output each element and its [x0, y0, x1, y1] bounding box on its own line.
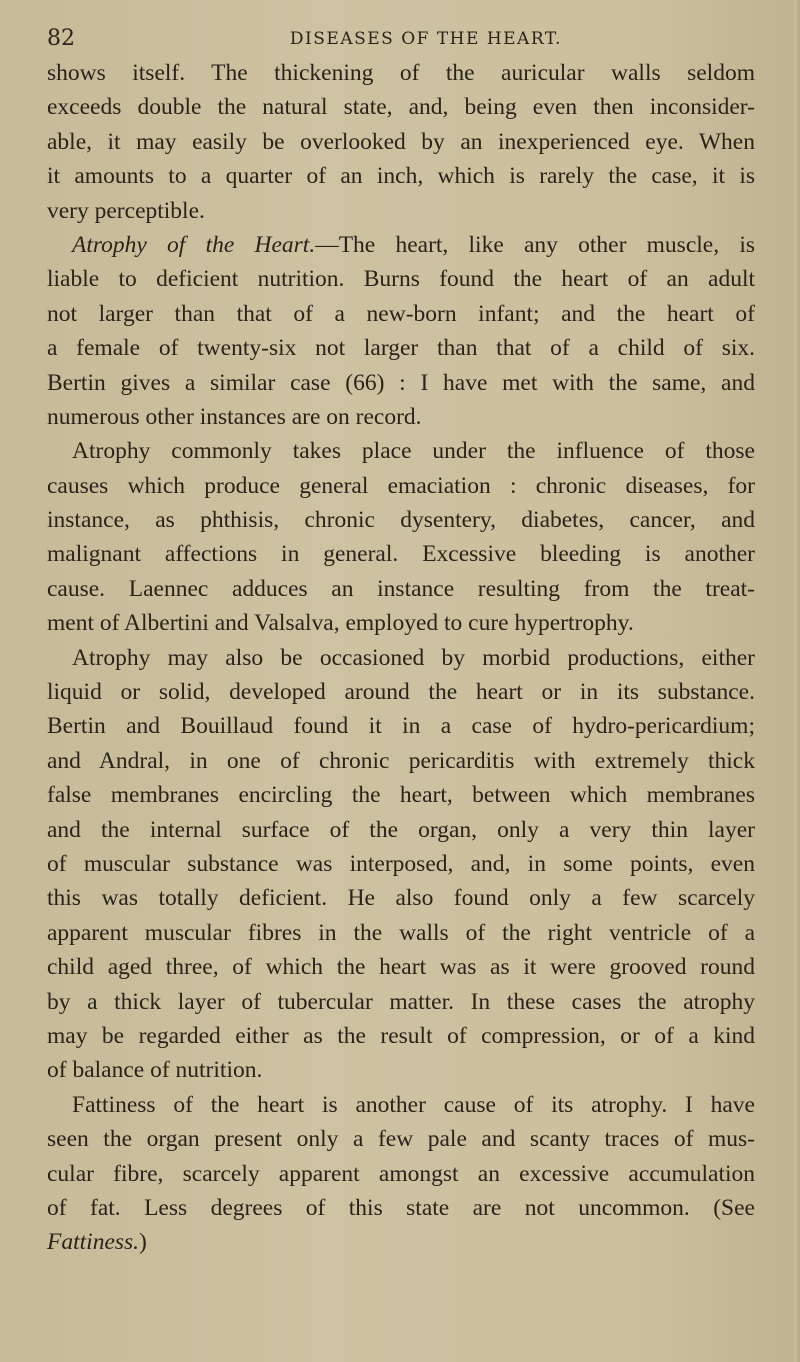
text-segment: child aged three, of which the heart was as it were grooved round [47, 954, 755, 981]
text-segment: numerous other instances are on record. [47, 403, 422, 430]
text-segment: of fat. Less degrees of this state are not uncommon. (See [47, 1194, 755, 1221]
text-line [47, 297, 755, 331]
text-segment: Atrophy commonly takes place under the influence of those [72, 438, 755, 465]
text-line [47, 537, 755, 571]
text-line [47, 813, 755, 847]
text-segment: not larger than that of a new-born infant; and the heart of [47, 300, 755, 327]
text-segment: and Andral, in one of chronic pericarditis with extremely thick [47, 747, 755, 774]
italic-text: Fattiness. [47, 1229, 140, 1256]
running-header [47, 26, 755, 56]
text-segment: malignant affections in general. Excessive bleeding is another [47, 541, 755, 568]
text-line [47, 847, 755, 881]
text-segment: Bertin and Bouillaud found it in a case of hydro-pericardium; [47, 713, 755, 740]
text-segment: a female of twenty-six not larger than that of a child of six. [47, 335, 755, 362]
text-segment: cause. Laennec adduces an instance resulting from the treat- [47, 575, 755, 602]
text-segment: Fattiness of the heart is another cause of its atrophy. I have [72, 1091, 755, 1118]
text-segment: exceeds double the natural state, and, being even then inconsider- [47, 94, 755, 121]
text-segment: liquid or solid, developed around the heart or in its substance. [47, 679, 755, 706]
text-line [47, 881, 755, 915]
text-segment: false membranes encircling the heart, between which membranes [47, 782, 755, 809]
text-segment: seen the organ present only a few pale and scanty traces of mus- [47, 1126, 755, 1153]
text-line [47, 572, 755, 606]
text-segment: it amounts to a quarter of an inch, which is rarely the case, it is [47, 163, 755, 190]
page-edge [794, 0, 800, 1362]
text-line [47, 90, 755, 124]
text-segment: may be regarded either as the result of compression, or of a kind [47, 1022, 755, 1049]
text-segment: of muscular substance was interposed, and, in some points, even [47, 850, 755, 877]
text-line [47, 125, 755, 159]
text-segment: of balance of nutrition. [47, 1057, 263, 1084]
text-segment: able, it may easily be overlooked by an inexperienced eye. When [47, 128, 755, 155]
text-line [47, 744, 755, 778]
text-line [47, 159, 755, 193]
text-segment: Atrophy may also be occasioned by morbid productions, either [72, 644, 755, 671]
page-number: 82 [47, 26, 75, 51]
text-line [47, 778, 755, 812]
text-segment: cular fibre, scarcely apparent amongst an excessive accumulation [47, 1160, 755, 1187]
text-line [47, 469, 755, 503]
text-line [47, 985, 755, 1019]
text-line [47, 950, 755, 984]
text-segment: this was totally deficient. He also found only a few scarcely [47, 885, 755, 912]
text-segment: ment of Albertini and Valsalva, employed to cure hypertrophy. [47, 610, 634, 637]
running-title: DISEASES OF THE HEART. [289, 29, 563, 49]
text-line [47, 1053, 755, 1087]
text-line [47, 262, 755, 296]
text-segment: apparent muscular fibres in the walls of the right ventricle of a [47, 919, 755, 946]
text-segment: causes which produce general emaciation : chronic diseases, for [47, 472, 755, 499]
text-line [47, 56, 755, 90]
text-line [47, 331, 755, 365]
text-segment: —The heart, like any other muscle, is [315, 231, 755, 258]
text-line [47, 1088, 755, 1122]
text-segment: and the internal surface of the organ, only a very thin layer [47, 816, 755, 843]
text-line [47, 1122, 755, 1156]
text-line [47, 641, 755, 675]
text-line [47, 675, 755, 709]
text-line [47, 916, 755, 950]
text-line [47, 194, 755, 228]
text-line [47, 709, 755, 743]
text-line [47, 1019, 755, 1053]
text-segment: very perceptible. [47, 197, 205, 224]
text-line [47, 434, 755, 468]
body-text [47, 56, 755, 1260]
text-segment: by a thick layer of tubercular matter. In these cases the atrophy [47, 988, 755, 1015]
text-segment: liable to deficient nutrition. Burns found the heart of an adult [47, 266, 755, 293]
text-segment: instance, as phthisis, chronic dysentery, diabetes, cancer, and [47, 507, 755, 534]
text-line [47, 503, 755, 537]
italic-text: Atrophy of the Heart. [72, 231, 316, 258]
text-line [47, 1157, 755, 1191]
text-segment: shows itself. The thickening of the auricular walls seldom [47, 60, 755, 86]
text-line [47, 606, 755, 640]
text-line [47, 228, 755, 262]
text-line [47, 1225, 755, 1259]
text-segment: Bertin gives a similar case (66) : I have met with the same, and [47, 369, 755, 396]
text-line [47, 400, 755, 434]
text-line [47, 366, 755, 400]
text-segment: ) [139, 1229, 147, 1256]
text-line [47, 1191, 755, 1225]
